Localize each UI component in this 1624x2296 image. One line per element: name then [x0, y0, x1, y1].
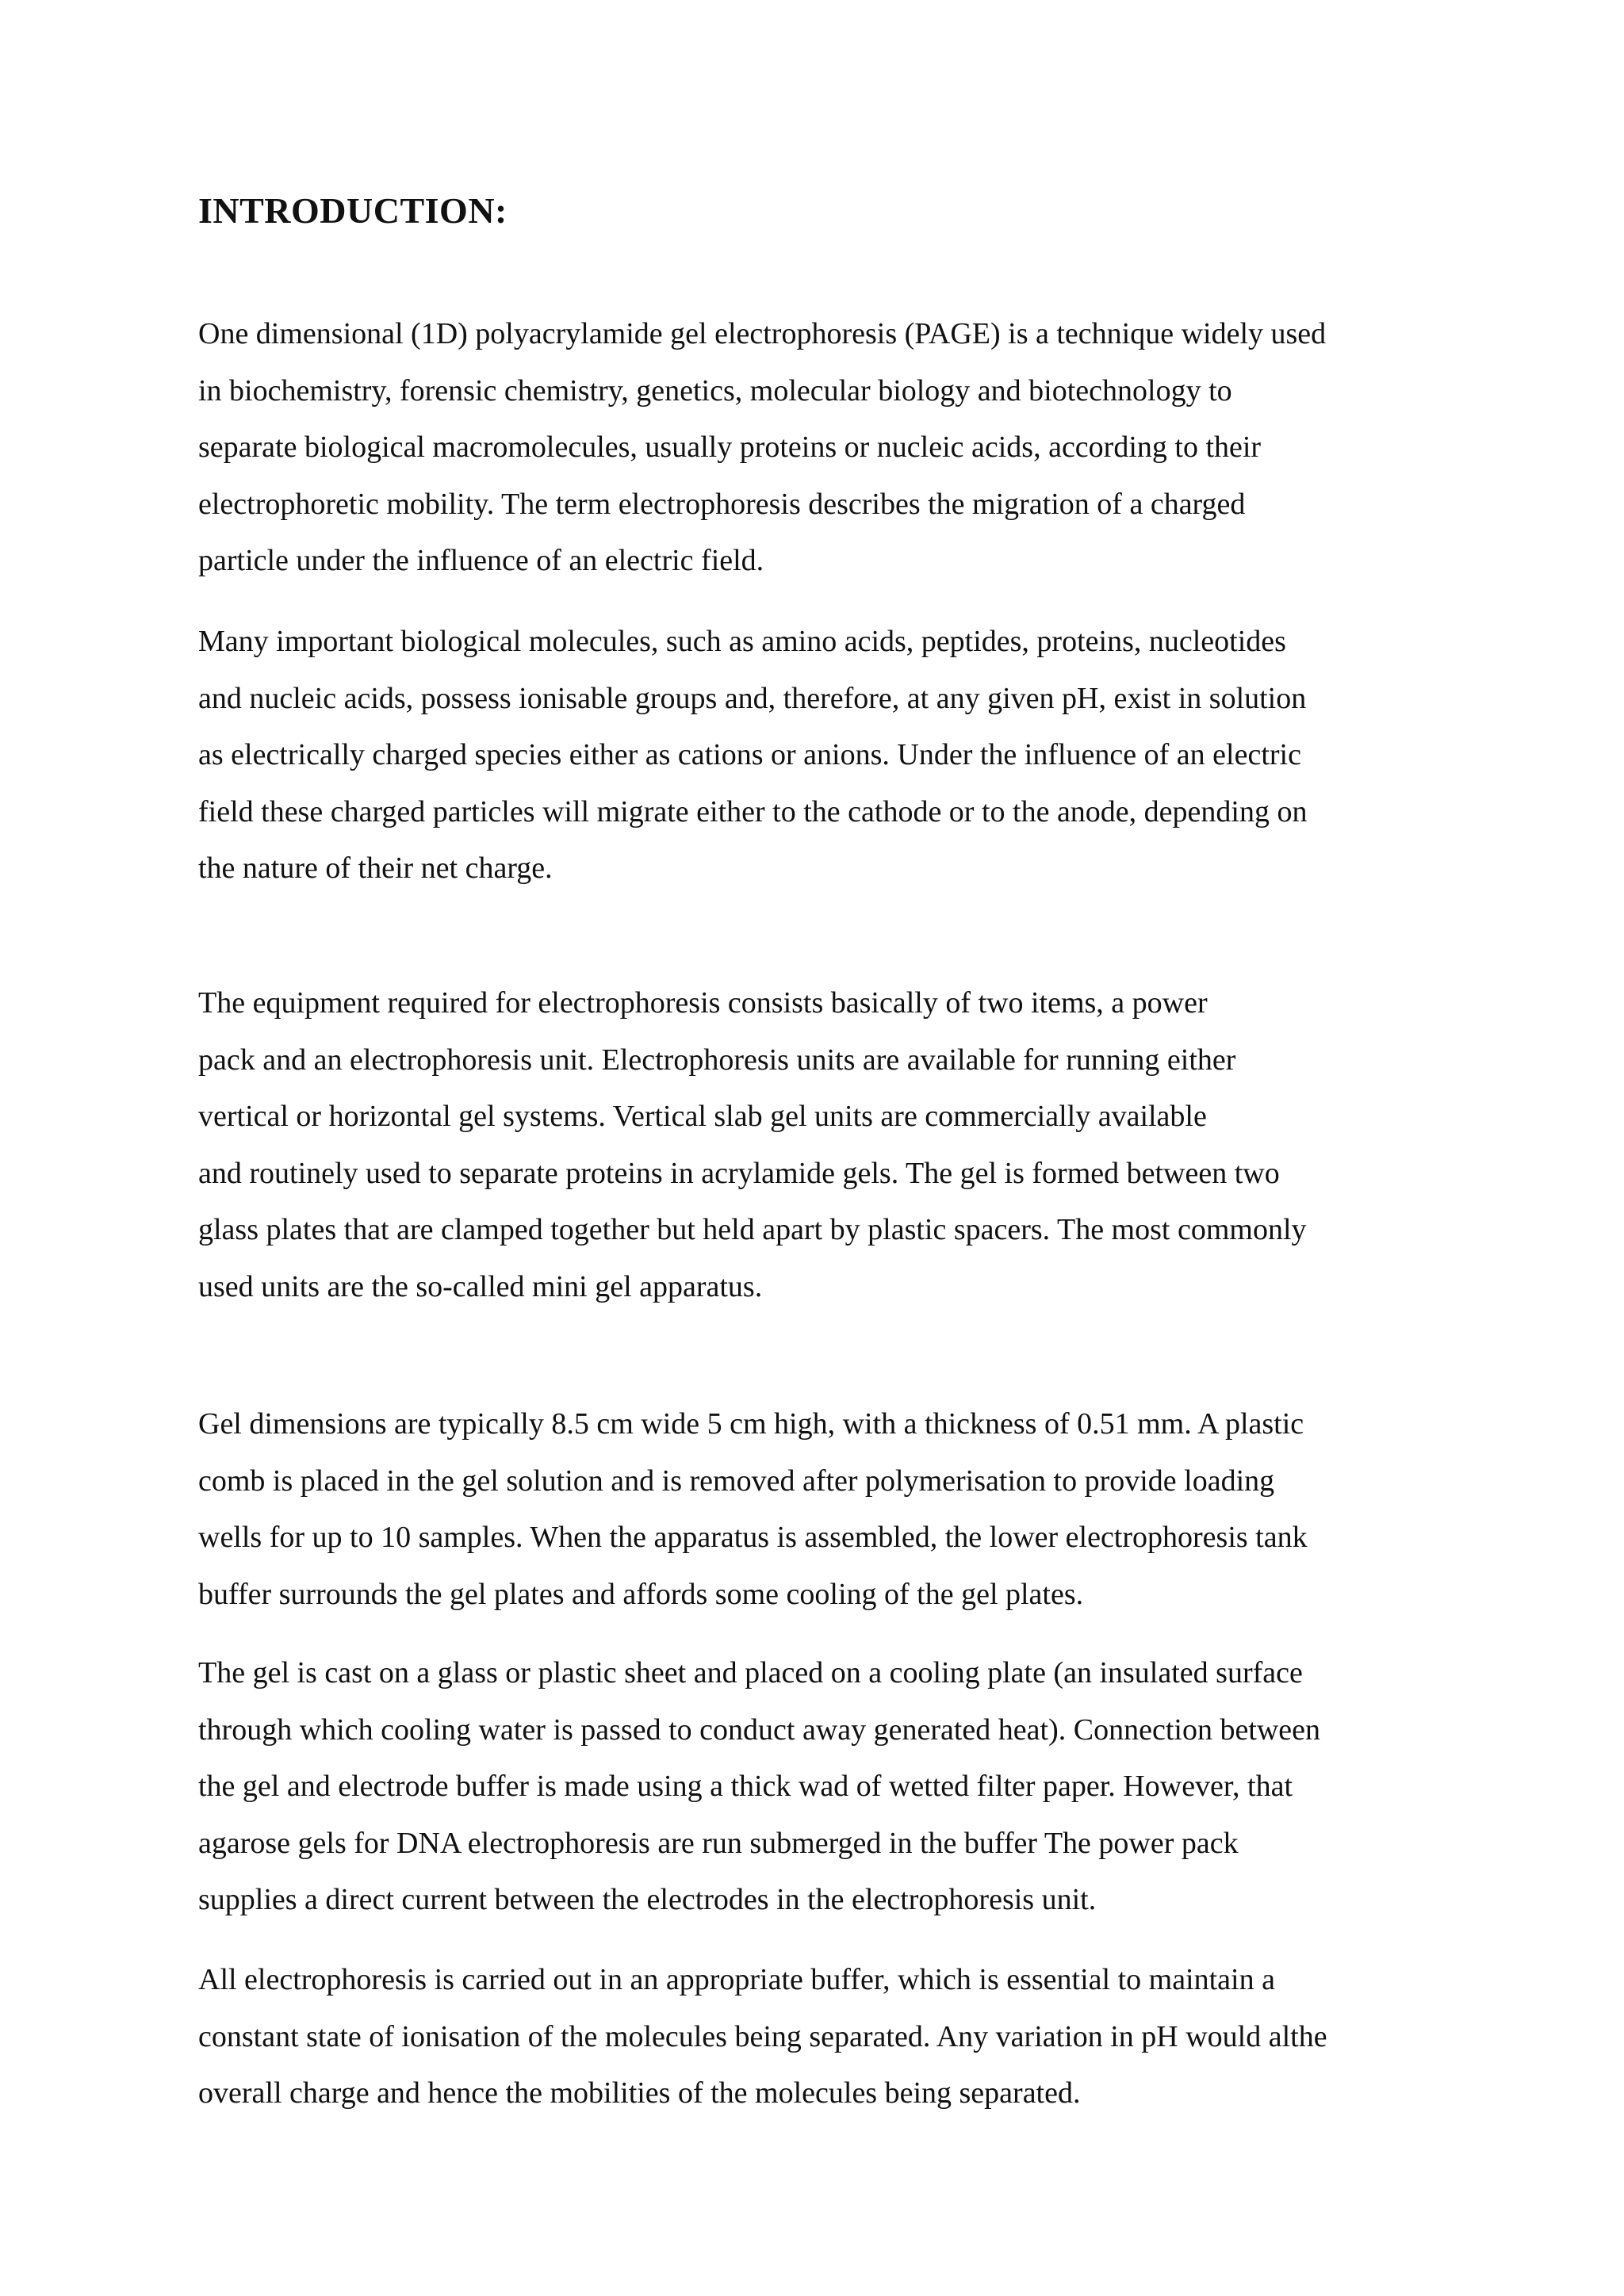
paragraph-line: buffer surrounds the gel plates and affords some cooling of the gel plates.	[198, 1577, 1084, 1611]
paragraph-line: comb is placed in the gel solution and is removed after polymerisation to provide loading	[198, 1464, 1275, 1498]
paragraph-line: and routinely used to separate proteins in acrylamide gels. The gel is formed between two	[198, 1156, 1280, 1190]
paragraph-line: Gel dimensions are typically 8.5 cm wide 5 cm high, with a thickness of 0.51 mm. A plastic	[198, 1407, 1304, 1441]
section-heading: INTRODUCTION:	[198, 190, 508, 231]
paragraph-line: separate biological macromolecules, usually proteins or nucleic acids, according to their	[198, 430, 1262, 464]
paragraph-line: constant state of ionisation of the molecules being separated. Any variation in pH would althe	[198, 2019, 1327, 2053]
paragraph-line: agarose gels for DNA electrophoresis are run submerged in the buffer The power pack	[198, 1826, 1239, 1860]
paragraph-gel-dimensions	[198, 1396, 1451, 1623]
paragraph-line: glass plates that are clamped together but held apart by plastic spacers. The most commonly	[198, 1213, 1307, 1246]
paragraph-line: particle under the influence of an electric field.	[198, 544, 764, 577]
paragraph-line: electrophoretic mobility. The term electrophoresis describes the migration of a charged	[198, 487, 1246, 521]
paragraph-line: wells for up to 10 samples. When the apparatus is assembled, the lower electrophoresis tank	[198, 1521, 1308, 1554]
paragraph-line: the gel and electrode buffer is made using a thick wad of wetted filter paper. However, that	[198, 1770, 1293, 1803]
paragraph-charged-molecules	[198, 614, 1451, 897]
paragraph-line: The gel is cast on a glass or plastic sheet and placed on a cooling plate (an insulated surface	[198, 1656, 1303, 1689]
paragraph-intro	[198, 306, 1451, 590]
paragraph-buffer	[198, 1952, 1451, 2122]
paragraph-line: All electrophoresis is carried out in an appropriate buffer, which is essential to maintain a	[198, 1963, 1275, 1996]
paragraph-line: vertical or horizontal gel systems. Vertical slab gel units are commercially available	[198, 1100, 1207, 1133]
paragraph-line: through which cooling water is passed to conduct away generated heat). Connection between	[198, 1712, 1321, 1747]
paragraph-line: pack and an electrophoresis unit. Electrophoresis units are available for running either	[198, 1043, 1236, 1077]
paragraph-line: in biochemistry, forensic chemistry, genetics, molecular biology and biotechnology to	[198, 373, 1232, 408]
paragraph-line: used units are the so-called mini gel apparatus.	[198, 1269, 763, 1303]
paragraph-line: overall charge and hence the mobilities of the molecules being separated.	[198, 2076, 1081, 2110]
paragraph-line: and nucleic acids, possess ionisable groups and, therefore, at any given pH, exist in solution	[198, 681, 1307, 715]
paragraph-line: the nature of their net charge.	[198, 851, 553, 885]
paragraph-line: The equipment required for electrophoresis consists basically of two items, a power	[198, 986, 1208, 1020]
paragraph-equipment	[198, 975, 1451, 1315]
paragraph-gel-casting	[198, 1645, 1451, 1929]
paragraph-line: as electrically charged species either as cations or anions. Under the influence of an electric	[198, 738, 1301, 771]
paragraph-line: Many important biological molecules, such as amino acids, peptides, proteins, nucleotides	[198, 625, 1286, 658]
paragraph-line: field these charged particles will migrate either to the cathode or to the anode, depending on	[198, 794, 1308, 828]
paragraph-line: supplies a direct current between the electrodes in the electrophoresis unit.	[198, 1883, 1097, 1916]
paragraph-line: One dimensional (1D) polyacrylamide gel electrophoresis (PAGE) is a technique widely used	[198, 317, 1327, 350]
